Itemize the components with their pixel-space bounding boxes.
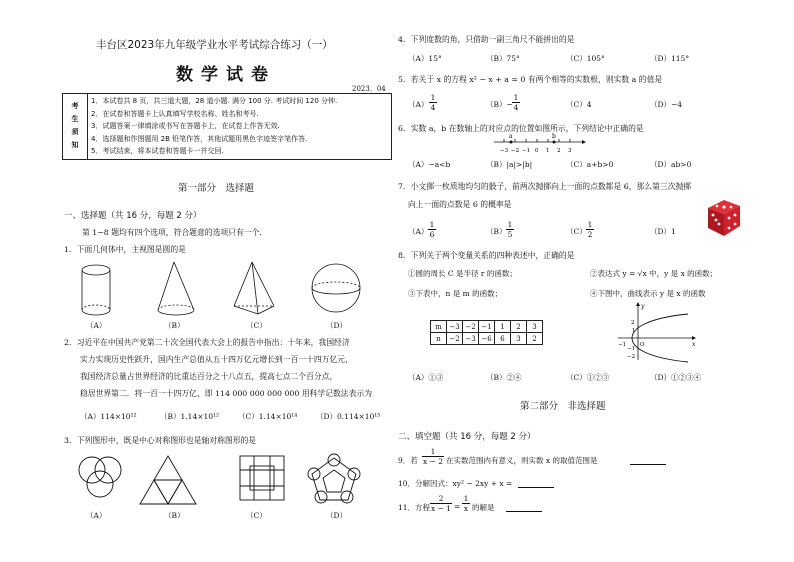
notice-item: 5．考试结束，将本试卷和答题卡一并交回.	[91, 147, 224, 155]
q11-fraction-left	[430, 494, 452, 513]
axis-tick: 1	[546, 148, 550, 154]
q5-frac-num: 1	[513, 93, 519, 102]
q11-equals: =	[454, 502, 461, 511]
graph-tick: −1	[627, 346, 636, 352]
axis-tick: 3	[568, 148, 572, 154]
table-cell: −1	[479, 321, 495, 333]
notice-label-char: 考	[71, 102, 79, 111]
q1-label-b: （B）	[164, 321, 185, 330]
q3-stem: 3．下列图形中，既是中心对称图形也是轴对称图形的是	[64, 436, 257, 445]
q2-line: 我国经济总量占世界经济的比重达百分之十八点五，提高七点二个百分点，	[80, 372, 338, 381]
table-cell: 3	[527, 321, 543, 333]
cylinder-figure	[82, 265, 110, 315]
q5-option-b: （B）−	[486, 100, 513, 109]
q4-option-b: （B）75°	[486, 54, 520, 63]
q4-option-d: （D）115°	[650, 54, 690, 63]
q3-label-c: （C）	[246, 511, 267, 520]
q7-frac-c	[586, 220, 594, 239]
table-cell: 6	[495, 333, 511, 345]
q11-frac-num: 2	[430, 494, 452, 504]
exam-date: 2023．04	[352, 85, 386, 93]
notice-label	[63, 94, 88, 160]
axis-tick: 2	[557, 148, 561, 154]
graph-tick: 1	[632, 328, 636, 334]
q2-option-d: （D）0.114×10¹⁵	[316, 412, 381, 421]
section2-title: 二、填空题（共 16 分，每题 2 分）	[398, 432, 536, 442]
table-cell: −3	[463, 333, 479, 345]
q7-frac-num: 1	[429, 220, 435, 229]
q1-stem: 1．下面几何体中，主视图是圆的是	[64, 245, 186, 254]
q7-frac-den: 6	[429, 230, 435, 239]
triangles-figure	[140, 456, 196, 504]
q8-option-c: （C）①②③	[566, 373, 610, 382]
q11-pre: 11．方程	[398, 503, 431, 512]
q2-option-a: （A）114×10¹²	[80, 412, 137, 421]
q6-option-d: （D）ab>0	[650, 160, 692, 169]
notice-label-char: 知	[71, 141, 79, 150]
q3-label-d: （D）	[326, 511, 348, 520]
q8-statement-1: ①圆的周长 C 是半径 r 的函数；	[408, 269, 517, 278]
axis-tick: −1	[522, 148, 531, 154]
q6-stem: 6．实数 a，b 在数轴上的对应点的位置如图所示，下列结论中正确的是	[398, 124, 644, 133]
q7-option-b: （B）	[486, 227, 507, 236]
q1-label-a: （A）	[86, 321, 107, 330]
q5-frac-num: 1	[430, 93, 436, 102]
q8-statement-4: ④下图中，曲线表示 y 是 x 的函数	[590, 289, 706, 298]
q11-frac-num: 1	[463, 494, 469, 503]
q5-option-d: （D）−4	[650, 100, 683, 109]
table-cell: −3	[447, 321, 463, 333]
q8-stem: 8．下列关于两个变量关系的四种表述中，正确的是	[398, 251, 575, 260]
notice-items	[88, 94, 392, 160]
instruction: 第 1−8 题均有四个选项，符合题意的选项只有一个．	[82, 228, 268, 237]
q7-frac-num: 1	[587, 220, 593, 229]
graph-tick: −1	[618, 342, 627, 348]
q8-option-d: （D）①②③④	[650, 373, 702, 382]
notice-item: 2．在试卷和答题卡上认真填写学校名称、姓名和考号.	[91, 109, 259, 118]
q7-line: 7．小文掷一枚质地均匀的骰子，前两次抛掷向上一面的点数都是 6，那么第三次抛掷	[398, 182, 692, 191]
q2-line: 实力实现历史性跃升，国内生产总值从五十四万亿元增长到一百一十四万亿元，	[80, 355, 353, 364]
q11-answer-blank[interactable]	[506, 503, 542, 514]
section1-title: 一、选择题（共 16 分，每题 2 分）	[64, 211, 202, 221]
q5-stem: 5．若关于 x 的方程 x² − x + a = 0 有两个相等的实数根，则实数 a 的值是	[398, 75, 663, 84]
q3-label-a: （A）	[86, 511, 107, 520]
part1-heading: 第一部分 选择题	[178, 183, 255, 194]
q9-post: 在实数范围内有意义，则实数 x 的取值范围是	[446, 456, 598, 465]
q7-option-d: （D）1	[650, 227, 676, 236]
q7-option-a: （A）	[408, 227, 429, 236]
q6-option-b: （B）|a|>|b|	[486, 160, 533, 169]
q9-pre: 9．若	[398, 456, 418, 465]
notice-item: 3．试题答案一律填涂或书写在答题卡上，在试卷上作答无效.	[91, 122, 280, 130]
q4-stem: 4．下列度数的角，只借助一副三角尺不能拼出的是	[398, 35, 575, 44]
q5-option-c: （C）4	[566, 100, 592, 109]
q5-option-a: （A）	[408, 100, 429, 109]
cone-figure	[158, 262, 194, 315]
q9-frac-num: 1	[422, 447, 444, 457]
three-circles-figure	[79, 457, 121, 497]
q1-label-c: （C）	[246, 321, 267, 330]
q11-frac-den: x − 1	[430, 504, 452, 513]
q7-line: 向上一面的点数是 6 的概率是	[408, 200, 512, 209]
q4-option-a: （A）15°	[408, 54, 442, 63]
q7-frac-den: 5	[507, 230, 513, 239]
sphere-figure	[312, 264, 360, 312]
table-cell: −2	[463, 321, 479, 333]
q7-frac-b	[506, 220, 514, 239]
q3-label-b: （B）	[164, 511, 185, 520]
q8-graph	[618, 302, 698, 362]
graph-x-label: x	[692, 341, 696, 348]
curve-upper	[632, 314, 688, 338]
q11-frac-den: x	[463, 504, 469, 513]
axis-tick: −2	[511, 148, 520, 154]
q5-frac-b	[512, 93, 520, 112]
q2-line: 2．习近平在中国共产党第二十次全国代表大会上的报告中指出：十年来，我国经济	[64, 338, 350, 347]
q5-frac-den: 4	[513, 103, 519, 112]
point-b-label: b	[552, 133, 556, 140]
table-cell: n	[431, 333, 447, 345]
table-cell: 2	[511, 321, 527, 333]
q9-frac-den: x − 2	[422, 457, 444, 466]
q7-option-c: （C）	[566, 227, 587, 236]
table-cell: 2	[527, 333, 543, 345]
q5-frac-a	[429, 93, 437, 112]
q7-frac-a	[428, 220, 436, 239]
subject-title: 数学试卷	[176, 65, 276, 85]
exam-title: 丰台区2023年九年级学业水平考试综合练习（一）	[96, 39, 333, 51]
table-cell: −6	[479, 333, 495, 345]
notice-label-char: 须	[71, 128, 79, 137]
graph-tick: 2	[631, 320, 635, 326]
q5-frac-den: 4	[430, 103, 436, 112]
q9-answer-blank[interactable]	[630, 456, 666, 467]
point-b	[553, 141, 556, 144]
q6-option-c: （C）a+b>0	[566, 160, 614, 169]
q3-figures	[72, 452, 372, 507]
q7-frac-den: 2	[587, 230, 593, 239]
q6-option-a: （A）−a<b	[408, 160, 451, 169]
notice-item: 4．选择题和作图题用 2B 铅笔作答，其他试题用黑色字迹签字笔作答.	[91, 134, 308, 143]
point-a	[510, 141, 513, 144]
table-cell: −2	[447, 333, 463, 345]
q6-number-line	[494, 134, 584, 158]
q8-statement-3: ③下表中，n 是 m 的函数；	[408, 289, 503, 298]
table-cell: 3	[511, 333, 527, 345]
graph-y-label: y	[641, 303, 645, 310]
q4-option-c: （C）105°	[566, 54, 605, 63]
point-a-label: a	[509, 133, 513, 140]
q8-table	[430, 320, 543, 345]
nested-squares-figure	[240, 456, 284, 500]
q8-statement-2: ②表达式 y = √x 中，y 是 x 的函数；	[590, 269, 718, 278]
q2-option-b: （B）1.14×10¹²	[160, 412, 220, 421]
q10-text: 10．分解因式：xy² − 2xy + x =	[398, 479, 513, 488]
notice-box	[62, 93, 392, 160]
axis-tick: 0	[535, 148, 539, 154]
notice-item: 1．本试卷共 8 页，共三道大题，28 道小题. 满分 100 分. 考试时间 120 分钟.	[91, 97, 338, 105]
graph-origin: O	[640, 342, 645, 348]
notice-label-char: 生	[71, 115, 79, 124]
q2-line: 稳居世界第二．将一百一十四万亿，即 114 000 000 000 000 用科学记数法表示为	[80, 389, 372, 398]
dice-icon	[704, 196, 744, 238]
q8-option-b: （B）②④	[486, 373, 522, 382]
part2-heading: 第二部分 非选择题	[520, 401, 606, 412]
table-cell: m	[431, 321, 447, 333]
q9-fraction	[422, 447, 444, 466]
q1-label-d: （D）	[326, 321, 348, 330]
q7-frac-num: 1	[507, 220, 513, 229]
pyramid-figure	[234, 262, 274, 314]
axis-tick: −3	[500, 148, 509, 154]
q10-answer-blank[interactable]	[518, 479, 554, 490]
q11-post: 的解是	[472, 503, 495, 512]
q11-fraction-right	[462, 494, 470, 513]
graph-tick: −2	[627, 354, 636, 360]
q2-option-c: （C）1.14×10¹⁴	[238, 412, 298, 421]
pentagon-figure	[308, 454, 360, 503]
table-cell: 1	[495, 321, 511, 333]
q1-figures	[74, 262, 374, 322]
q8-option-a: （A）①③	[408, 373, 444, 382]
